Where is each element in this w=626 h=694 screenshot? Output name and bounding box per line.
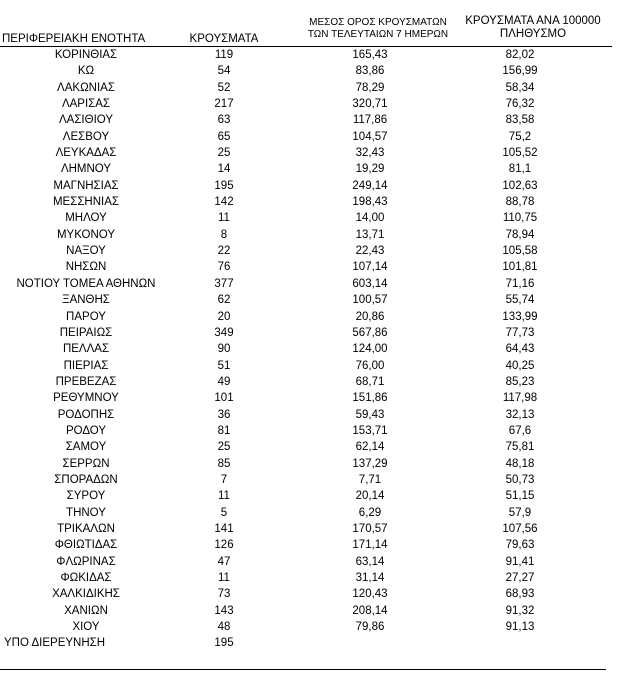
header-rate-line1: ΚΡΟΥΣΜΑΤΑ ΑΝΑ 100000 <box>465 15 601 27</box>
cell-cases: 48 <box>217 621 231 634</box>
cell-7day-average: 32,43 <box>355 147 385 160</box>
table-row <box>0 129 612 145</box>
cell-cases-per-100000: 55,74 <box>505 294 535 307</box>
cell-cases: 5 <box>220 506 228 519</box>
cell-region: ΦΛΩΡΙΝΑΣ <box>56 555 116 568</box>
cell-region: ΤΗΝΟΥ <box>66 506 106 519</box>
cell-region: ΜΕΣΣΗΝΙΑΣ <box>52 196 120 209</box>
cell-region: ΤΡΙΚΑΛΩΝ <box>57 522 115 535</box>
cell-7day-average: 83,86 <box>355 65 385 78</box>
cell-region: ΛΕΥΚΑΔΑΣ <box>55 147 117 160</box>
cell-7day-average: 6,29 <box>358 506 382 519</box>
table-row <box>0 439 612 455</box>
cell-cases: 8 <box>220 228 228 241</box>
cell-7day-average: 19,29 <box>355 163 385 176</box>
cell-7day-average: 117,86 <box>352 114 388 127</box>
cell-cases-per-100000: 105,58 <box>502 245 538 258</box>
cell-cases-per-100000: 133,99 <box>502 310 538 323</box>
cell-region: ΛΑΣΙΘΙΟΥ <box>58 114 114 127</box>
cell-region: ΡΕΘΥΜΝΟΥ <box>53 392 119 405</box>
cell-cases: 217 <box>214 98 234 111</box>
cell-cases: 52 <box>217 81 231 94</box>
cell-cases: 141 <box>214 522 234 535</box>
table-row <box>0 194 612 210</box>
cell-cases: 195 <box>214 637 234 650</box>
cell-7day-average: 31,14 <box>355 572 385 584</box>
cell-7day-average: 603,14 <box>352 277 388 290</box>
table-row <box>0 570 612 586</box>
table-row <box>0 586 612 602</box>
table-row <box>0 47 612 63</box>
cell-cases: 14 <box>217 163 231 176</box>
cell-7day-average: 20,14 <box>355 490 385 503</box>
cell-region: ΛΑΚΩΝΙΑΣ <box>57 81 115 94</box>
cell-cases: 81 <box>217 424 231 437</box>
cell-cases-per-100000: 79,63 <box>505 539 535 552</box>
cell-7day-average: 320,71 <box>352 98 388 111</box>
table-row <box>0 472 612 488</box>
cell-cases: 65 <box>217 130 231 143</box>
cell-region: ΜΥΚΟΝΟΥ <box>56 228 116 241</box>
cell-cases-per-100000: 50,73 <box>505 473 535 486</box>
cell-region: ΚΟΡΙΝΘΙΑΣ <box>54 49 118 61</box>
table-row <box>0 505 612 521</box>
table-row <box>0 80 612 96</box>
cell-cases: 101 <box>214 392 234 405</box>
cell-region: ΠΑΡΟΥ <box>66 310 106 323</box>
cell-region: ΣΠΟΡΑΔΩΝ <box>54 473 118 486</box>
cell-cases-per-100000: 83,58 <box>505 114 535 127</box>
cell-cases: 7 <box>220 473 228 486</box>
cell-region: ΣΕΡΡΩΝ <box>62 457 110 470</box>
table-row <box>0 390 612 406</box>
cell-cases-per-100000: 67,6 <box>508 424 532 437</box>
cell-7day-average: 104,57 <box>352 130 388 143</box>
table-row <box>0 619 612 635</box>
cell-cases: 54 <box>217 65 231 78</box>
cell-cases-per-100000: 91,41 <box>505 555 535 568</box>
cell-7day-average: 7,71 <box>358 473 382 486</box>
table-row <box>0 341 612 357</box>
table-row <box>0 374 612 390</box>
table-row <box>0 227 612 243</box>
table-body <box>0 47 612 652</box>
cell-cases: 51 <box>217 359 231 372</box>
cell-7day-average: 79,86 <box>355 621 385 634</box>
footer-divider <box>0 669 606 670</box>
cell-region: ΣΑΜΟΥ <box>65 441 107 454</box>
table-row <box>0 603 612 619</box>
cell-7day-average: 63,14 <box>355 555 385 568</box>
cell-7day-average: 170,57 <box>352 522 388 535</box>
table-row <box>0 243 612 259</box>
cell-region: ΧΙΟΥ <box>72 621 100 634</box>
header-rate-line2: ΠΛΗΘΥΣΜΟ <box>499 28 567 40</box>
cell-7day-average: 13,71 <box>355 228 385 241</box>
table-row <box>0 325 612 341</box>
cell-region: ΡΟΔΟΠΗΣ <box>57 408 115 421</box>
cell-7day-average: 107,14 <box>352 261 388 274</box>
cell-region: ΠΕΙΡΑΙΩΣ <box>59 326 113 339</box>
cell-cases-per-100000: 32,13 <box>505 408 535 421</box>
table-row <box>0 554 612 570</box>
cell-region: ΠΡΕΒΕΖΑΣ <box>55 375 117 388</box>
header-cases-per-100000 <box>448 15 618 41</box>
cell-7day-average: 165,43 <box>352 49 388 61</box>
cell-7day-average: 59,43 <box>355 408 385 421</box>
table-row <box>0 178 612 194</box>
cell-7day-average: 198,43 <box>352 196 388 209</box>
cell-cases-per-100000: 27,27 <box>505 572 535 584</box>
table-row <box>0 161 612 177</box>
cell-region: ΧΑΝΙΩΝ <box>64 604 108 617</box>
table-row <box>0 112 612 128</box>
table-row <box>0 488 612 504</box>
cell-cases-per-100000: 102,63 <box>502 179 538 192</box>
cell-region: ΠΙΕΡΙΑΣ <box>63 359 109 372</box>
cell-cases-per-100000: 88,78 <box>505 196 535 209</box>
cell-cases: 126 <box>214 539 234 552</box>
cell-7day-average: 76,00 <box>355 359 385 372</box>
table-row <box>0 309 612 325</box>
cell-region: ΡΟΔΟΥ <box>65 424 107 437</box>
table-row <box>0 537 612 553</box>
cell-7day-average: 100,57 <box>352 294 388 307</box>
cell-cases-per-100000: 101,81 <box>502 261 538 274</box>
cell-cases-per-100000: 156,99 <box>502 65 538 78</box>
cell-7day-average: 249,14 <box>352 179 388 192</box>
cell-cases: 119 <box>214 49 234 61</box>
cell-7day-average: 22,43 <box>355 245 385 258</box>
cell-cases-per-100000: 51,15 <box>505 490 535 503</box>
cell-region: ΜΗΛΟΥ <box>65 212 107 225</box>
cell-cases: 22 <box>217 245 231 258</box>
cell-cases-per-100000: 48,18 <box>505 457 535 470</box>
cell-cases: 20 <box>217 310 231 323</box>
cell-7day-average: 137,29 <box>352 457 388 470</box>
cell-7day-average: 68,71 <box>355 375 385 388</box>
table-row <box>0 276 612 292</box>
cell-7day-average: 151,86 <box>352 392 388 405</box>
cell-7day-average: 171,14 <box>352 539 388 552</box>
cell-cases-per-100000: 58,34 <box>505 81 535 94</box>
cell-region: ΛΑΡΙΣΑΣ <box>61 98 111 111</box>
cell-region: ΛΕΣΒΟΥ <box>62 130 110 143</box>
table-row <box>0 521 612 537</box>
cell-cases-per-100000: 71,16 <box>505 277 535 290</box>
cell-cases-per-100000: 57,9 <box>508 506 532 519</box>
cell-cases-per-100000: 75,2 <box>508 130 532 143</box>
cell-cases-per-100000: 40,25 <box>505 359 535 372</box>
cell-7day-average: 120,43 <box>352 588 388 601</box>
cell-cases-per-100000: 81,1 <box>508 163 532 176</box>
cell-cases: 62 <box>217 294 231 307</box>
cell-cases: 377 <box>214 277 234 290</box>
cell-cases-per-100000: 64,43 <box>505 343 535 356</box>
cell-7day-average: 20,86 <box>355 310 385 323</box>
cell-7day-average: 78,29 <box>355 81 385 94</box>
cell-cases-per-100000: 117,98 <box>502 392 538 405</box>
cell-cases: 63 <box>217 114 231 127</box>
cell-cases-per-100000: 76,32 <box>505 98 535 111</box>
cell-region: ΠΕΛΛΑΣ <box>62 343 110 356</box>
cell-cases: 142 <box>214 196 234 209</box>
cell-cases: 49 <box>217 375 231 388</box>
cell-cases-per-100000: 107,56 <box>502 522 538 535</box>
cell-cases: 25 <box>217 441 231 454</box>
cell-region: ΝΗΣΩΝ <box>65 261 107 274</box>
cell-cases-per-100000: 110,75 <box>502 212 538 225</box>
cell-cases: 11 <box>218 490 230 503</box>
cell-cases: 76 <box>217 261 231 274</box>
cell-cases-per-100000: 91,13 <box>505 621 535 634</box>
cell-region: ΦΩΚΙΔΑΣ <box>60 572 112 584</box>
cell-cases: 11 <box>218 572 230 584</box>
table-row <box>0 145 612 161</box>
table-row <box>0 407 612 423</box>
table-row <box>0 96 612 112</box>
table-row <box>0 358 612 374</box>
cell-region: ΥΠΟ ΔΙΕΡΕΥΝΗΣΗ <box>4 637 106 650</box>
cell-region: ΝΟΤΙΟΥ ΤΟΜΕΑ ΑΘΗΝΩΝ <box>16 277 156 290</box>
cell-region: ΚΩ <box>77 65 95 78</box>
cell-cases: 143 <box>214 604 234 617</box>
cell-cases: 85 <box>217 457 231 470</box>
table-row <box>0 259 612 275</box>
cell-region: ΦΘΙΩΤΙΔΑΣ <box>54 539 118 552</box>
header-region: ΠΕΡΙΦΕΡΕΙΑΚΗ ΕΝΟΤΗΤΑ <box>2 33 146 45</box>
cell-region: ΜΑΓΝΗΣΙΑΣ <box>53 179 119 192</box>
cell-cases-per-100000: 75,81 <box>505 441 535 454</box>
cell-cases: 195 <box>214 179 234 192</box>
cell-region: ΧΑΛΚΙΔΙΚΗΣ <box>52 588 120 601</box>
cell-7day-average: 62,14 <box>355 441 385 454</box>
cell-cases-per-100000: 68,93 <box>505 588 535 601</box>
header-avg-line1: ΜΕΣΟΣ ΟΡΟΣ ΚΡΟΥΣΜΑΤΩΝ <box>309 17 447 28</box>
table-row <box>0 423 612 439</box>
cell-cases-per-100000: 77,73 <box>505 326 535 339</box>
header-avg-line2: ΤΩΝ ΤΕΛΕΥΤΑΙΩΝ 7 ΗΜΕΡΩΝ <box>307 29 449 40</box>
header-7day-average <box>298 17 458 41</box>
cell-region: ΣΥΡΟΥ <box>66 490 106 503</box>
cell-cases: 349 <box>214 326 234 339</box>
cell-7day-average: 153,71 <box>352 424 388 437</box>
cell-cases: 25 <box>217 147 231 160</box>
cell-7day-average: 567,86 <box>352 326 388 339</box>
cell-cases: 11 <box>218 212 230 225</box>
cell-region: ΛΗΜΝΟΥ <box>60 163 112 176</box>
table-row <box>0 292 612 308</box>
cell-cases: 47 <box>217 555 231 568</box>
table-row <box>0 456 612 472</box>
cell-cases: 36 <box>217 408 231 421</box>
cell-cases-per-100000: 105,52 <box>502 147 538 160</box>
table-row <box>0 635 612 651</box>
cell-cases: 73 <box>217 588 231 601</box>
cell-region: ΞΑΝΘΗΣ <box>62 294 110 307</box>
table-row <box>0 63 612 79</box>
cell-7day-average: 124,00 <box>352 343 388 356</box>
cell-cases-per-100000: 82,02 <box>505 49 535 61</box>
cell-cases-per-100000: 91,32 <box>505 604 535 617</box>
cell-7day-average: 14,00 <box>355 212 385 225</box>
table-row <box>0 210 612 226</box>
cell-region: ΝΑΞΟΥ <box>66 245 106 258</box>
cell-cases-per-100000: 78,94 <box>505 228 535 241</box>
cell-7day-average: 208,14 <box>352 604 388 617</box>
cell-cases-per-100000: 85,23 <box>505 375 535 388</box>
cell-cases: 90 <box>217 343 231 356</box>
header-cases: ΚΡΟΥΣΜΑΤΑ <box>189 33 259 45</box>
